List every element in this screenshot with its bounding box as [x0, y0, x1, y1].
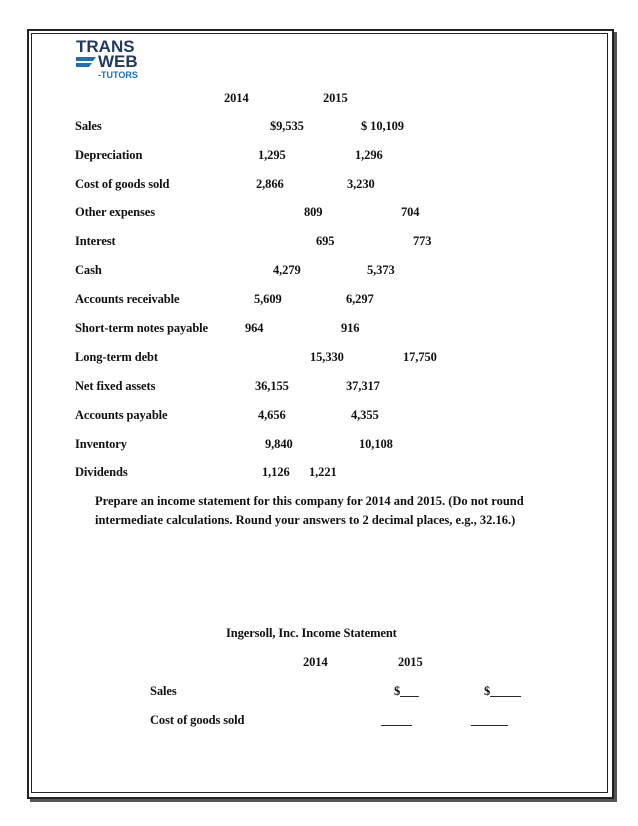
instruction-text: Prepare an income statement for this company for 2014 and 2015. (Do not round intermediate calculations. Round your answers to 2 decimal places, e.g., 32.16.)	[95, 494, 524, 527]
row-label: Other expenses	[75, 205, 155, 219]
row-value-2014: 4,279	[273, 263, 301, 277]
row-value-2014: 4,656	[258, 408, 286, 422]
row-value-2015: 3,230	[347, 177, 375, 191]
row-value-2015: 5,373	[367, 263, 395, 277]
row-label: Accounts payable	[75, 408, 168, 422]
row-value-2014: 15,330	[310, 350, 344, 364]
statement-title: Ingersoll, Inc. Income Statement	[226, 626, 397, 640]
row-value-2015: 4,355	[351, 408, 379, 422]
logo-arrow-icon-2	[76, 63, 92, 67]
row-label: Cash	[75, 263, 102, 277]
logo-line2: WEB	[98, 52, 138, 71]
statement-year-2014: 2014	[303, 655, 328, 669]
row-label: Short-term notes payable	[75, 321, 209, 335]
row-value-2015: 6,297	[346, 292, 374, 306]
row-label: Sales	[75, 119, 102, 133]
row-value-2014: 9,840	[265, 437, 293, 451]
row-value-2015: $ 10,109	[361, 119, 404, 133]
row-label: Interest	[75, 234, 116, 248]
year-header-2015: 2015	[323, 91, 348, 105]
row-value-2014: 964	[245, 321, 264, 335]
row-value-2014: 695	[316, 234, 335, 248]
row-value-2015: 17,750	[403, 350, 437, 364]
row-value-2014: 1,295	[258, 148, 286, 162]
logo-line3: -TUTORS	[98, 70, 138, 80]
row-label: Dividends	[75, 465, 128, 479]
statement-year-2015: 2015	[398, 655, 423, 669]
row-value-2014: $9,535	[270, 119, 304, 133]
row-value-2014: 36,155	[255, 379, 289, 393]
row-value-2015: 1,221	[309, 465, 337, 479]
row-value-2015: 37,317	[346, 379, 380, 393]
statement-row-label: Sales	[150, 684, 177, 698]
row-value-2015: 704	[401, 205, 420, 219]
statement-blank-2014[interactable]: $___	[394, 684, 419, 698]
statement-blank-2014[interactable]: _____	[381, 713, 412, 727]
row-value-2014: 5,609	[254, 292, 282, 306]
transweb-logo	[74, 36, 164, 80]
row-value-2015: 1,296	[355, 148, 383, 162]
year-header-2014: 2014	[224, 91, 249, 105]
statement-blank-2015[interactable]: $_____	[484, 684, 521, 698]
row-value-2014: 809	[304, 205, 323, 219]
logo-arrow-icon	[76, 57, 96, 61]
statement-blank-2015[interactable]: ______	[471, 713, 508, 727]
row-value-2015: 916	[341, 321, 360, 335]
row-label: Accounts receivable	[75, 292, 180, 306]
row-label: Inventory	[75, 437, 127, 451]
row-label: Depreciation	[75, 148, 143, 162]
row-label: Cost of goods sold	[75, 177, 170, 191]
row-value-2015: 10,108	[359, 437, 393, 451]
row-value-2014: 2,866	[256, 177, 284, 191]
row-value-2014: 1,126	[262, 465, 290, 479]
row-label: Net fixed assets	[75, 379, 156, 393]
row-value-2015: 773	[413, 234, 432, 248]
row-label: Long-term debt	[75, 350, 158, 364]
logo-line1: TRANS	[76, 37, 135, 56]
statement-row-label: Cost of goods sold	[150, 713, 245, 727]
